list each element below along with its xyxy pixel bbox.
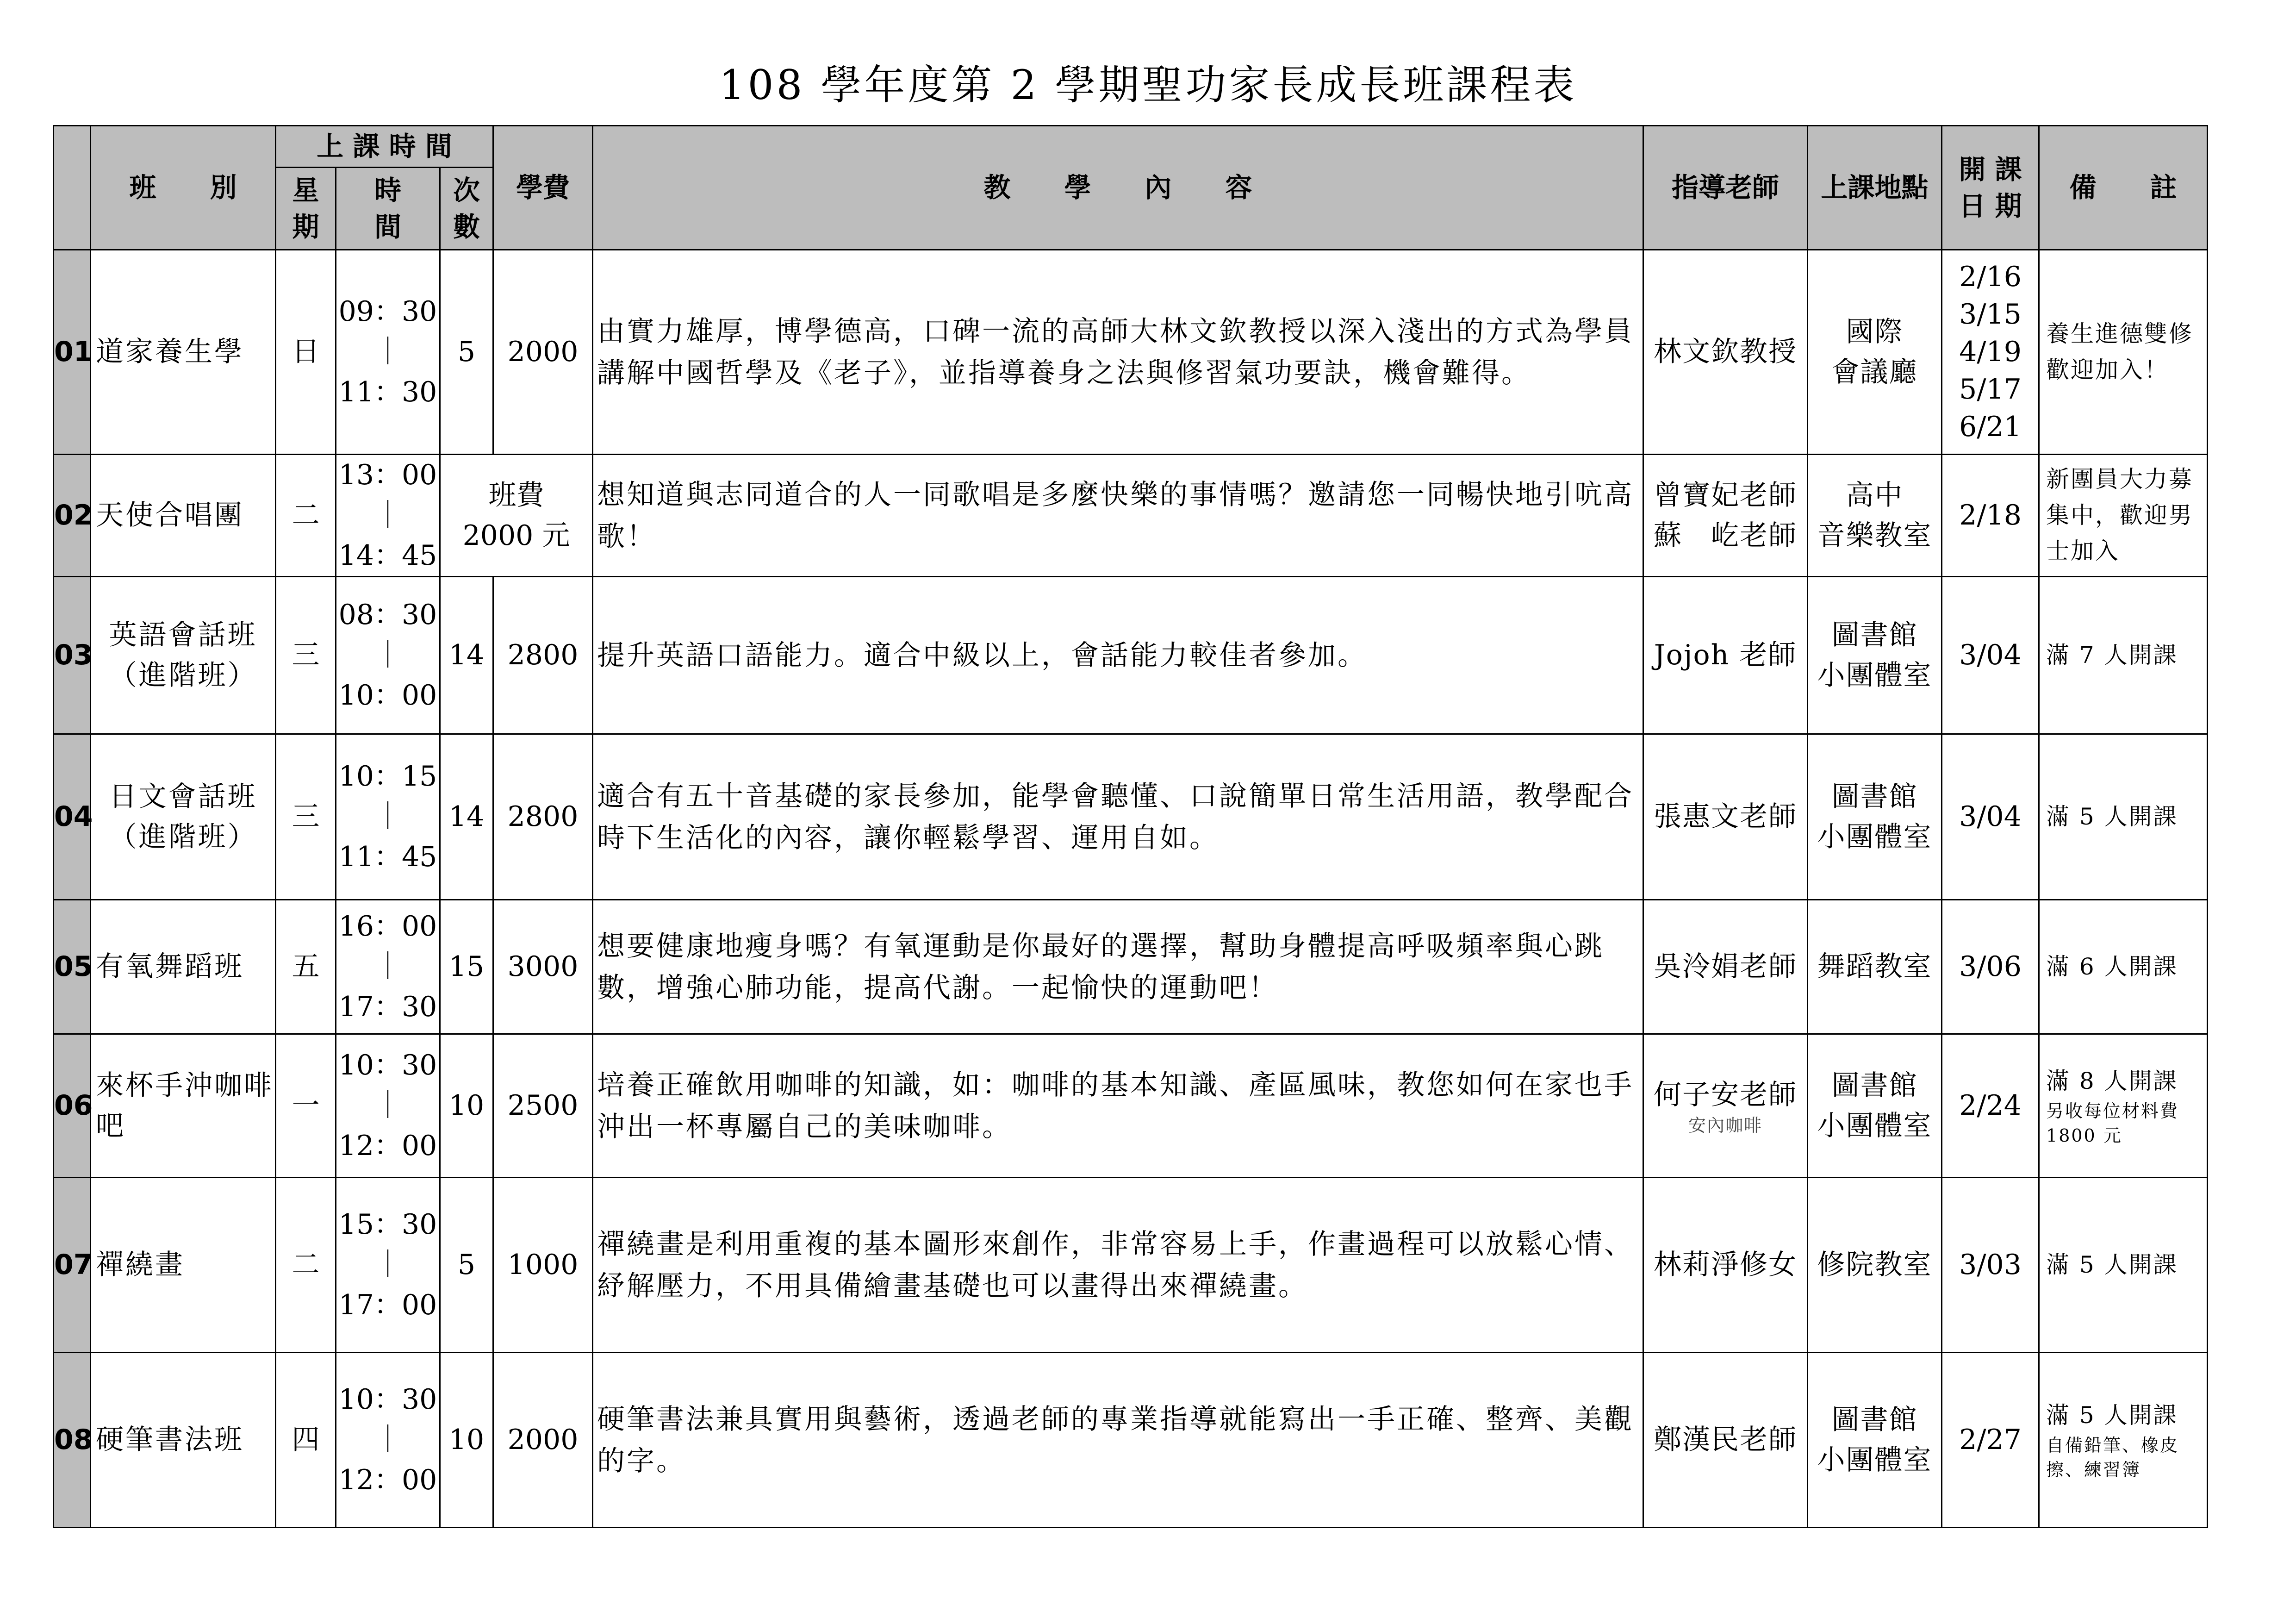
table-row xyxy=(54,1178,2208,1353)
class-time: 08：30 ｜ 10：00 xyxy=(336,577,440,734)
fee: 2000 xyxy=(493,250,593,455)
fee: 2000 xyxy=(493,1353,593,1528)
weekday: 四 xyxy=(276,1353,336,1528)
start-date: 2/27 xyxy=(1942,1353,2039,1528)
class-name: 有氧舞蹈班 xyxy=(91,900,276,1034)
session-count: 10 xyxy=(440,1034,493,1178)
class-name: 道家養生學 xyxy=(91,250,276,455)
start-date: 3/03 xyxy=(1942,1178,2039,1353)
location: 圖書館 小團體室 xyxy=(1808,1034,1942,1178)
header-place: 上課地點 xyxy=(1808,126,1942,250)
header-teacher: 指導老師 xyxy=(1643,126,1808,250)
course-content: 想知道與志同道合的人一同歌唱是多麼快樂的事情嗎？邀請您一同暢快地引吭高歌！ xyxy=(593,455,1643,577)
session-count: 5 xyxy=(440,1178,493,1353)
class-name: 英語會話班 （進階班） xyxy=(91,577,276,734)
weekday: 二 xyxy=(276,455,336,577)
course-schedule-table xyxy=(53,125,2208,1528)
start-date: 2/24 xyxy=(1942,1034,2039,1178)
table-row xyxy=(54,734,2208,900)
course-content: 硬筆書法兼具實用與藝術，透過老師的專業指導就能寫出一手正確、整齊、美觀的字。 xyxy=(593,1353,1643,1528)
teacher: 曾寶妃老師 蘇 屹老師 xyxy=(1643,455,1808,577)
class-time: 09：30 ｜ 11：30 xyxy=(336,250,440,455)
header-start-date: 開 課 日 期 xyxy=(1942,126,2039,250)
start-dates: 2/16 3/15 4/19 5/17 6/21 xyxy=(1942,250,2039,455)
location: 高中 音樂教室 xyxy=(1808,455,1942,577)
table-row xyxy=(54,250,2208,455)
class-time: 16：00 ｜ 17：30 xyxy=(336,900,440,1034)
location: 圖書館 小團體室 xyxy=(1808,1353,1942,1528)
header-weekday: 星 期 xyxy=(276,168,336,250)
remark: 滿 6 人開課 xyxy=(2039,900,2208,1034)
class-time: 15：30 ｜ 17：00 xyxy=(336,1178,440,1353)
header-fee: 學費 xyxy=(493,126,593,250)
teacher: 吳泠娟老師 xyxy=(1643,900,1808,1034)
teacher-affiliation: 安內咖啡 xyxy=(1688,1115,1763,1136)
fee: 班費 2000 元 xyxy=(440,455,593,577)
location: 圖書館 小團體室 xyxy=(1808,577,1942,734)
start-date: 3/04 xyxy=(1942,734,2039,900)
header-schedule: 上 課 時 間 xyxy=(276,126,493,168)
weekday: 三 xyxy=(276,577,336,734)
table-row xyxy=(54,577,2208,734)
header-no xyxy=(54,126,91,250)
header-class: 班 別 xyxy=(91,126,276,250)
course-content: 禪繞畫是利用重複的基本圖形來創作，非常容易上手，作畫過程可以放鬆心情、紓解壓力，不用具備繪畫基礎也可以畫得出來禪繞畫。 xyxy=(593,1178,1643,1353)
remark: 滿 5 人開課 xyxy=(2039,1178,2208,1353)
row-number: 08 xyxy=(54,1353,91,1528)
remark: 滿 5 人開課 自備鉛筆、橡皮擦、練習簿 xyxy=(2039,1353,2208,1528)
fee: 2800 xyxy=(493,577,593,734)
teacher: 林文欽教授 xyxy=(1643,250,1808,455)
teacher: 何子安老師 安內咖啡 xyxy=(1643,1034,1808,1178)
session-count: 15 xyxy=(440,900,493,1034)
page-title: 108 學年度第 2 學期聖功家長成長班課程表 xyxy=(719,61,1577,109)
course-content: 提升英語口語能力。適合中級以上，會話能力較佳者參加。 xyxy=(593,577,1643,734)
session-count: 14 xyxy=(440,734,493,900)
start-date: 3/04 xyxy=(1942,577,2039,734)
session-count: 5 xyxy=(440,250,493,455)
session-count: 10 xyxy=(440,1353,493,1528)
remark: 滿 5 人開課 xyxy=(2039,734,2208,900)
teacher: 鄭漢民老師 xyxy=(1643,1353,1808,1528)
weekday: 一 xyxy=(276,1034,336,1178)
class-name: 天使合唱團 xyxy=(91,455,276,577)
row-number: 07 xyxy=(54,1178,91,1353)
start-date: 3/06 xyxy=(1942,900,2039,1034)
class-name: 禪繞畫 xyxy=(91,1178,276,1353)
remark: 滿 7 人開課 xyxy=(2039,577,2208,734)
remark: 新團員大力募集中，歡迎男士加入 xyxy=(2039,455,2208,577)
start-date: 2/18 xyxy=(1942,455,2039,577)
table-row xyxy=(54,1353,2208,1528)
fee: 3000 xyxy=(493,900,593,1034)
header-count: 次 數 xyxy=(440,168,493,250)
remark: 滿 8 人開課 另收每位材料費 1800 元 xyxy=(2039,1034,2208,1178)
teacher: Jojoh 老師 xyxy=(1643,577,1808,734)
teacher: 林莉淨修女 xyxy=(1643,1178,1808,1353)
session-count: 14 xyxy=(440,577,493,734)
class-name: 硬筆書法班 xyxy=(91,1353,276,1528)
course-content: 由實力雄厚，博學德高，口碑一流的高師大林文欽教授以深入淺出的方式為學員講解中國哲學及《老子》，並指導養身之法與修習氣功要訣，機會難得。 xyxy=(593,250,1643,455)
row-number: 05 xyxy=(54,900,91,1034)
header-content: 教 學 內 容 xyxy=(593,126,1643,250)
row-number: 02 xyxy=(54,455,91,577)
row-number: 04 xyxy=(54,734,91,900)
weekday: 二 xyxy=(276,1178,336,1353)
weekday: 日 xyxy=(276,250,336,455)
header-remark: 備 註 xyxy=(2039,126,2208,250)
class-time: 10：30 ｜ 12：00 xyxy=(336,1034,440,1178)
class-time: 10：15 ｜ 11：45 xyxy=(336,734,440,900)
class-time: 13：00 ｜ 14：45 xyxy=(336,455,440,577)
row-number: 01 xyxy=(54,250,91,455)
weekday: 五 xyxy=(276,900,336,1034)
row-number: 03 xyxy=(54,577,91,734)
class-name: 來杯手沖咖啡吧 xyxy=(91,1034,276,1178)
remark-note: 自備鉛筆、橡皮擦、練習簿 xyxy=(2046,1435,2179,1480)
fee: 2800 xyxy=(493,734,593,900)
location: 修院教室 xyxy=(1808,1178,1942,1353)
location: 圖書館 小團體室 xyxy=(1808,734,1942,900)
header-time: 時 間 xyxy=(336,168,440,250)
weekday: 三 xyxy=(276,734,336,900)
header-row xyxy=(54,126,2208,168)
location: 國際 會議廳 xyxy=(1808,250,1942,455)
course-content: 想要健康地瘦身嗎？有氧運動是你最好的選擇，幫助身體提高呼吸頻率與心跳數，增強心肺功能，提高代謝。一起愉快的運動吧！ xyxy=(593,900,1643,1034)
location: 舞蹈教室 xyxy=(1808,900,1942,1034)
course-content: 適合有五十音基礎的家長參加，能學會聽懂、口說簡單日常生活用語，教學配合時下生活化的內容，讓你輕鬆學習、運用自如。 xyxy=(593,734,1643,900)
fee: 2500 xyxy=(493,1034,593,1178)
row-number: 06 xyxy=(54,1034,91,1178)
fee: 1000 xyxy=(493,1178,593,1353)
table-row xyxy=(54,455,2208,577)
teacher: 張惠文老師 xyxy=(1643,734,1808,900)
table-row xyxy=(54,1034,2208,1178)
table-row xyxy=(54,900,2208,1034)
class-time: 10：30 ｜ 12：00 xyxy=(336,1353,440,1528)
remark: 養生進德雙修 歡迎加入！ xyxy=(2039,250,2208,455)
remark-note: 另收每位材料費 1800 元 xyxy=(2046,1101,2179,1146)
class-name: 日文會話班 （進階班） xyxy=(91,734,276,900)
course-content: 培養正確飲用咖啡的知識，如：咖啡的基本知識、產區風味，教您如何在家也手沖出一杯專屬自己的美味咖啡。 xyxy=(593,1034,1643,1178)
